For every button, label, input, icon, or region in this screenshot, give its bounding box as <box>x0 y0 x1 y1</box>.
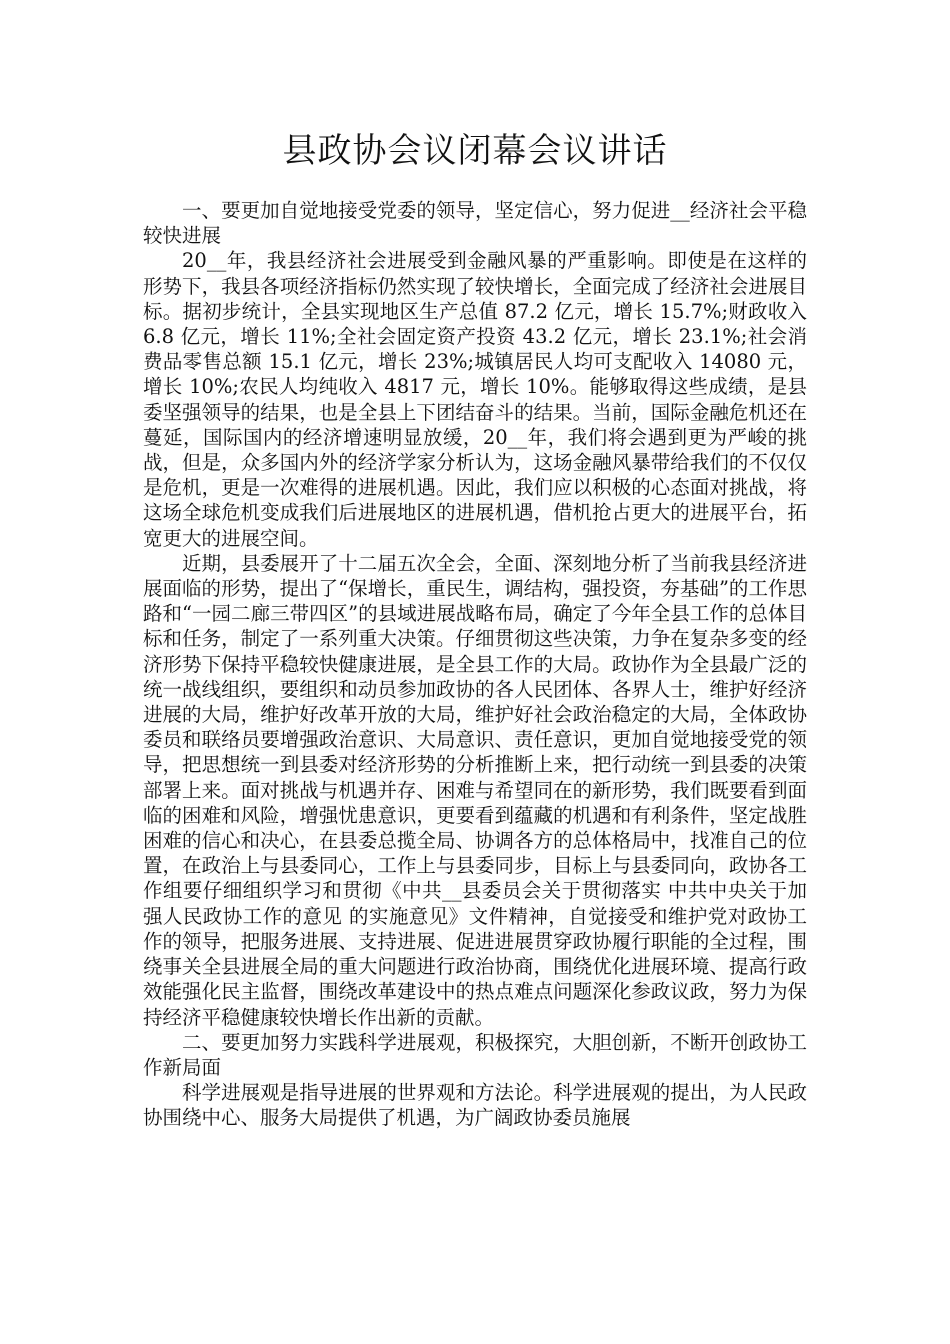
section-heading-2: 二、要更加努力实践科学进展观，积极探究，大胆创新，不断开创政协工作新局面 <box>143 1030 807 1079</box>
section-heading-1: 一、要更加自觉地接受党委的领导，坚定信心，努力促进__经济社会平稳较快进展 <box>143 199 807 248</box>
document-title: 县政协会议闭幕会议讲话 <box>282 131 668 171</box>
paragraph-1: 20__年，我县经济社会进展受到金融风暴的严重影响。即使是在这样的形势下，我县各项经济指标仍然实现了较快增长，全面完成了经济社会进展目标。据初步统计，全县实现地区生产总值 87.2 亿元，增长 15.7%;财政收入 6.8 亿元，增长 11%;全社会固定资产投资 43.2 亿元，增长 23.1%;社会消费品零售总额 15.1 亿元，增长 23%;城镇居民人均可支配收入 14080 元，增长 10%;农民人均纯收入 4817 元，增长 10%。能够取得这些成绩，是县委坚强领导的结果，也是全县上下团结奋斗的结果。当前，国际金融危机还在蔓延，国际国内的经济增速明显放缓，20__年，我们将会遇到更为严峻的挑战，但是，众多国内外的经济学家分析认为，这场金融风暴带给我们的不仅仅是危机，更是一次难得的进展机遇。因此，我们应以积极的心态面对挑战，将这场全球危机变成我们后进展地区的进展机遇，借机抢占更大的进展平台，拓宽更大的进展空间。 <box>143 249 807 550</box>
paragraph-2: 近期，县委展开了十二届五次全会，全面、深刻地分析了当前我县经济进展面临的形势，提出了“保增长，重民生，调结构，强投资，夯基础”的工作思路和“一园二廊三带四区”的县域进展战略布局，确定了今年全县工作的总体目标和任务，制定了一系列重大决策。仔细贯彻这些决策，力争在复杂多变的经济形势下保持平稳较快健康进展，是全县工作的大局。政协作为全县最广泛的统一战线组织，要组织和动员参加政协的各人民团体、各界人士，维护好经济进展的大局，维护好改革开放的大局，维护好社会政治稳定的大局，全体政协委员和联络员要增强政治意识、大局意识、责任意识，更加自觉地接受党的领导，把思想统一到县委对经济形势的分析推断上来，把行动统一到县委的决策部署上来。面对挑战与机遇并存、困难与希望同在的新形势，我们既要看到面临的困难和风险，增强忧患意识，更要看到蕴藏的机遇和有利条件，坚定战胜困难的信心和决心，在县委总揽全局、协调各方的总体格局中，找准自己的位置，在政治上与县委同心，工作上与县委同步，目标上与县委同向，政协各工作组要仔细组织学习和贯彻《中共__县委员会关于贯彻落实 中共中央关于加强人民政协工作的意见 的实施意见》文件精神，自觉接受和维护党对政协工作的领导，把服务进展、支持进展、促进进展贯穿政协履行职能的全过程，围绕事关全县进展全局的重大问题进行政治协商，围绕优化进展环境、提高行政效能强化民主监督，围绕改革建设中的热点难点问题深化参政议政，努力为保持经济平稳健康较快增长作出新的贡献。 <box>143 551 807 1029</box>
document-body <box>143 198 807 1131</box>
paragraph-3: 科学进展观是指导进展的世界观和方法论。科学进展观的提出，为人民政协围绕中心、服务大局提供了机遇，为广阔政协委员施展 <box>143 1081 807 1130</box>
